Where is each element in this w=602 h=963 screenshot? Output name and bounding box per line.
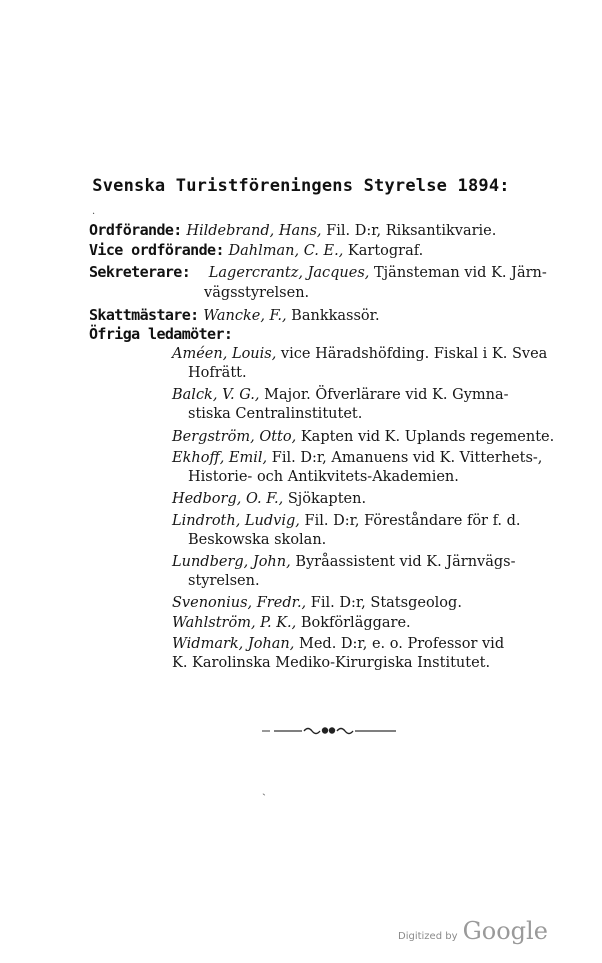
member-entry [172,594,462,612]
secretary-label: Sekreterare: [89,263,191,281]
page-title: Svenska Turistföreningens Styrelse 1894: [92,176,510,196]
member-desc-cont: Beskowska skolan. [188,532,327,548]
chair-label: Ordförande: [89,221,182,239]
member-name: Wahlström, P. K., [172,615,297,631]
vice-name: Dahlman, C. E., [228,243,344,259]
member-desc: Med. D:r, e. o. Professor vid [294,636,505,652]
member-name: Bergström, Otto, [172,429,297,445]
member-entry [172,614,411,632]
vice-line [89,241,423,260]
member-name: Ekhoff, Emil, [172,450,268,466]
member-name: Hedborg, O. F., [172,491,284,507]
ornament-divider-icon [262,724,396,736]
vice-label: Vice ordförande: [89,241,224,259]
member-desc-cont: Hofrätt. [188,365,247,381]
member-desc: Sjökapten. [283,491,367,507]
member-desc: Fil. D:r, Statsgeolog. [306,595,462,611]
member-name: Balck, V. G., [172,387,260,403]
chair-name: Hildebrand, Hans, [186,223,322,239]
member-desc: Bokförläggare. [296,615,411,631]
treasurer-label: Skattmästare: [89,306,199,324]
digitized-text: Digitized by [398,931,458,942]
secretary-desc: Tjänsteman vid K. Järn- [369,265,547,281]
chair-line [89,221,496,240]
member-name: Lundberg, John, [172,554,291,570]
member-desc: Kapten vid K. Uplands regemente. [296,429,555,445]
secretary-desc-cont: vägsstyrelsen. [204,285,310,301]
chair-desc: Fil. D:r, Riksantikvarie. [321,223,497,239]
treasurer-line [89,306,380,325]
digitized-watermark [398,917,548,945]
vice-desc: Kartograf. [343,243,424,259]
google-logo-text: Google [462,917,548,945]
member-desc: Fil. D:r, Föreståndare för f. d. [299,513,521,529]
others-line [89,325,232,344]
member-desc-cont: stiska Centralinstitutet. [188,406,363,422]
member-desc-cont: styrelsen. [188,573,260,589]
member-desc-cont: Historie- och Antikvitets-Akademien. [188,469,459,485]
others-label: Öfriga ledamöter: [89,325,233,343]
member-name: Améen, Louis, [172,346,277,362]
member-entry [172,635,504,653]
member-desc: Fil. D:r, Amanuens vid K. Vitterhets-, [267,450,543,466]
member-entry [172,512,521,530]
member-name: Widmark, Johan, [172,636,295,652]
member-desc: Major. Öfverlärare vid K. Gymna- [259,387,509,403]
stray-mark: ˏ [262,782,266,796]
member-entry [172,386,509,404]
member-entry [172,428,554,446]
member-desc: vice Häradshöfding. Fiskal i K. Svea [276,346,548,362]
treasurer-desc: Bankkassör. [286,308,380,324]
secretary-line [89,263,547,282]
member-entry [172,449,542,467]
member-entry [172,345,547,363]
member-entry [172,490,366,508]
member-name: Svenonius, Fredr., [172,595,307,611]
treasurer-name: Wancke, F., [203,308,287,324]
member-entry [172,553,516,571]
stray-mark: · [92,209,96,220]
member-desc: Byråassistent vid K. Järnvägs- [290,554,516,570]
member-name: Lindroth, Ludvig, [172,513,300,529]
secretary-name: Lagercrantz, Jacques, [208,265,370,281]
member-desc-cont: K. Karolinska Mediko-Kirurgiska Institutet. [172,655,491,671]
